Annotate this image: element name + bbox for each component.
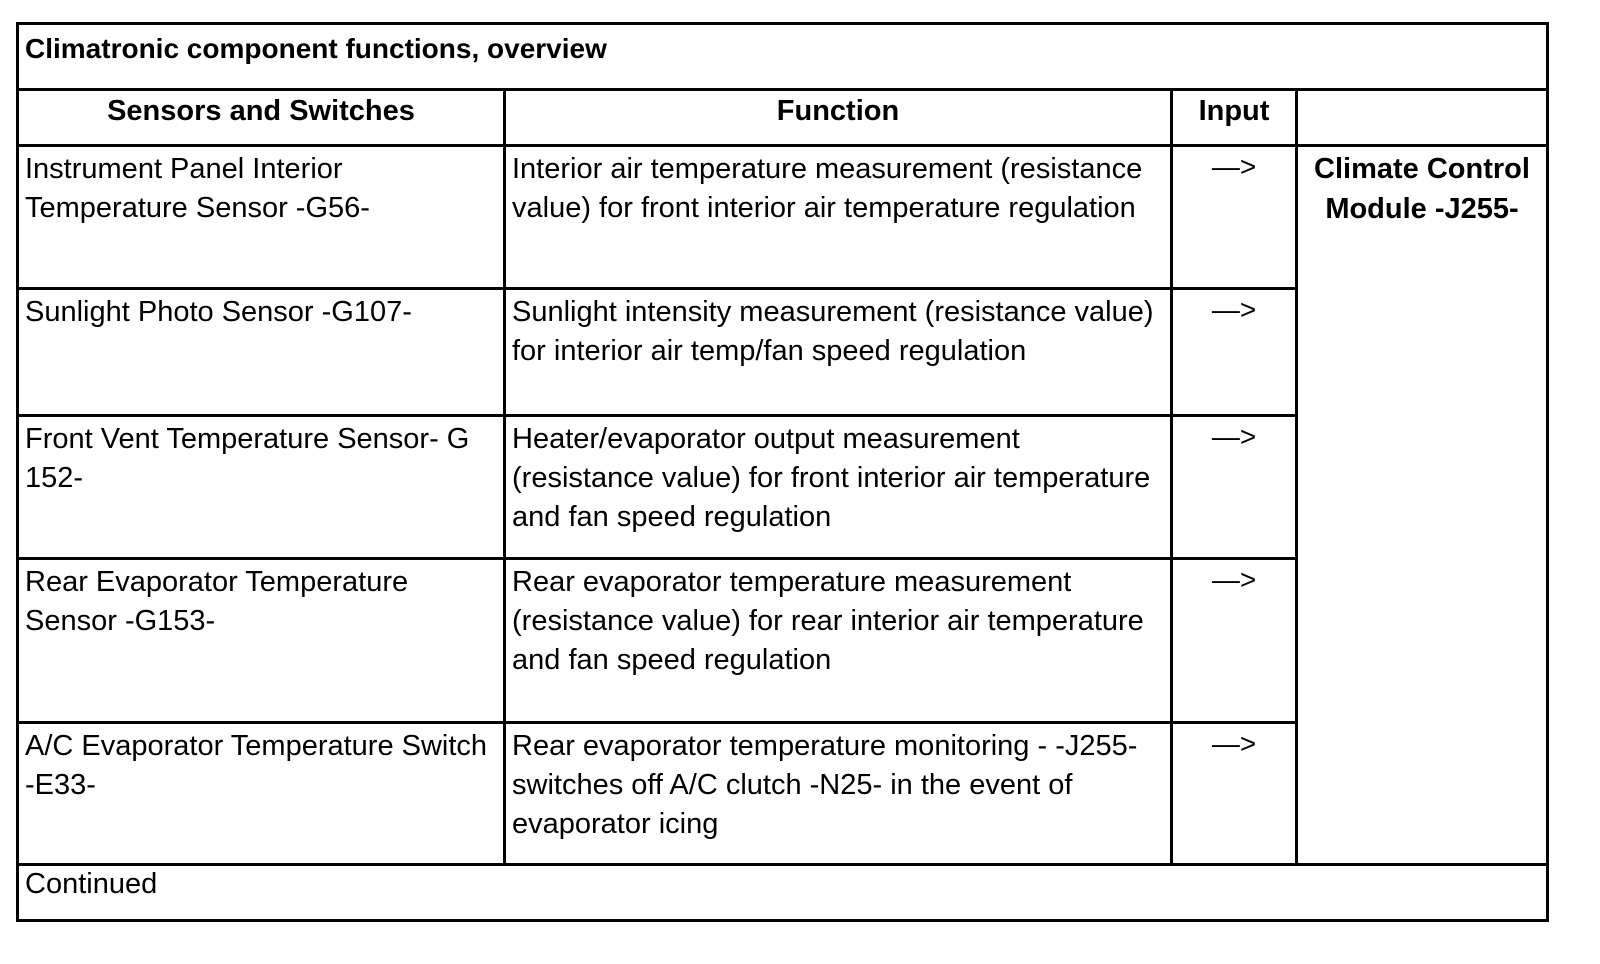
continued-note: Continued (18, 865, 1548, 921)
module-cell (1297, 146, 1548, 865)
header-input: Input (1172, 90, 1297, 146)
module-name-line1: Climate Control (1314, 153, 1530, 185)
sensor-cell: Instrument Panel Interior Temperature Sensor -G56- (18, 146, 505, 289)
input-arrow: —> (1172, 146, 1297, 289)
function-cell: Sunlight intensity measurement (resistance value) for interior air temp/fan speed regulation (505, 289, 1172, 416)
sensor-cell: Rear Evaporator Temperature Sensor -G153- (18, 559, 505, 723)
function-cell: Interior air temperature measurement (resistance value) for front interior air temperature regulation (505, 146, 1172, 289)
header-function: Function (505, 90, 1172, 146)
function-cell: Rear evaporator temperature measurement (resistance value) for rear interior air temperature and fan speed regulation (505, 559, 1172, 723)
header-row (18, 90, 1548, 146)
table-title: Climatronic component functions, overview (18, 24, 1548, 90)
module-name-line2: Module -J255- (1325, 193, 1519, 225)
input-arrow: —> (1172, 559, 1297, 723)
header-sensors: Sensors and Switches (18, 90, 505, 146)
input-arrow: —> (1172, 416, 1297, 559)
sensor-cell: A/C Evaporator Temperature Switch -E33- (18, 723, 505, 865)
input-arrow: —> (1172, 723, 1297, 865)
title-row (18, 24, 1548, 90)
function-cell: Heater/evaporator output measurement (resistance value) for front interior air temperature and fan speed regulation (505, 416, 1172, 559)
sensor-cell: Front Vent Temperature Sensor- G 152- (18, 416, 505, 559)
header-module (1297, 90, 1548, 146)
input-arrow: —> (1172, 289, 1297, 416)
sensor-cell: Sunlight Photo Sensor -G107- (18, 289, 505, 416)
table-row (18, 146, 1548, 289)
function-cell: Rear evaporator temperature monitoring - -J255- switches off A/C clutch -N25- in the event of evaporator icing (505, 723, 1172, 865)
footer-row (18, 865, 1548, 921)
component-functions-table (16, 22, 1549, 922)
